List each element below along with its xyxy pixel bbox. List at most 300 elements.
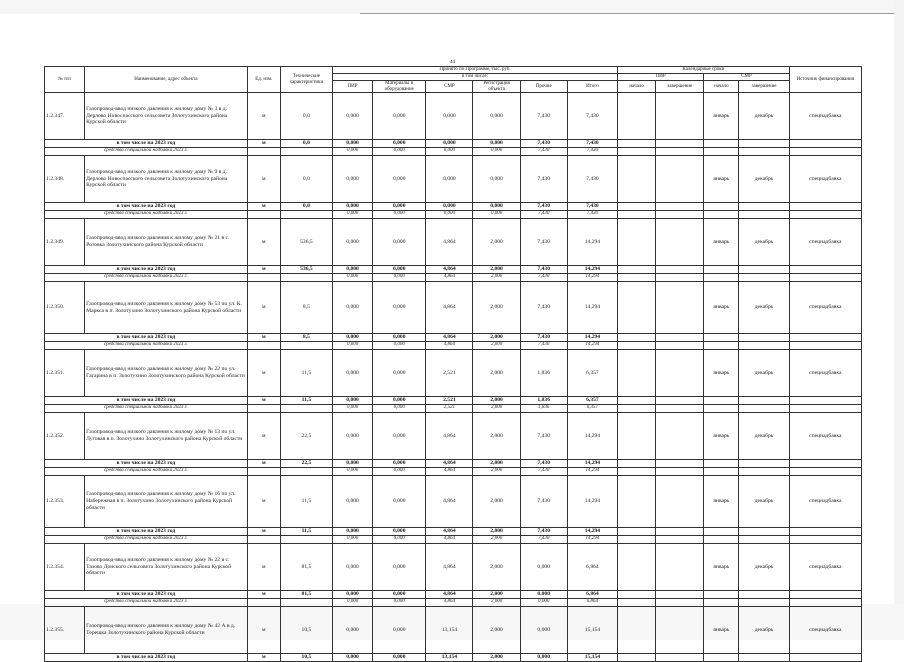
year-total-pir: 0,000 [333, 203, 373, 211]
year-total-pir: 0,000 [333, 266, 373, 274]
amount-smr: 4,864 [426, 476, 473, 528]
year-total-smr: 4,864 [426, 460, 473, 468]
empty-cell [739, 334, 789, 342]
year-total-reg: 0,000 [473, 140, 520, 148]
year-total-tech: 8,5 [280, 334, 332, 342]
cal-smr-start: январь [704, 476, 739, 528]
empty-cell [280, 405, 332, 413]
empty-cell [789, 528, 861, 536]
funds-row [45, 342, 862, 350]
object-tech: 8,5 [280, 282, 332, 334]
empty-cell [656, 468, 704, 476]
empty-cell [280, 599, 332, 607]
year-total-label: в том числе на 2023 год [45, 460, 248, 468]
header-smr-end: завершение [739, 81, 789, 93]
funds-mat: 0,000 [373, 599, 426, 607]
year-total-unit: м [247, 334, 280, 342]
year-total-reg: 2,000 [473, 266, 520, 274]
empty-cell [739, 468, 789, 476]
amount-other: 7,430 [520, 476, 567, 528]
empty-cell [704, 274, 739, 282]
funding-source: спецнадбавка [789, 93, 861, 140]
year-total-tech: 11,5 [280, 528, 332, 536]
year-total-row [45, 140, 862, 148]
object-tech: 0,0 [280, 93, 332, 140]
funds-row [45, 468, 862, 476]
amount-other: 0,000 [520, 607, 567, 654]
year-total-mat: 0,000 [373, 654, 426, 662]
object-tech: 11,5 [280, 476, 332, 528]
funds-mat: 0,000 [373, 536, 426, 544]
object-unit: м [247, 219, 280, 266]
object-name: Газопровод-ввод низкого давления к жилому дому № 3 в д. Дерлово Новоспасского сельсовета Золотухинского района Курской области [85, 93, 248, 140]
empty-cell [247, 405, 280, 413]
object-unit: м [247, 93, 280, 140]
empty-cell [618, 266, 656, 274]
cal-smr-start: январь [704, 93, 739, 140]
year-total-smr: 4,864 [426, 266, 473, 274]
funds-mat: 0,000 [373, 274, 426, 282]
funds-row [45, 211, 862, 219]
year-total-total: 14,294 [567, 460, 617, 468]
amount-other: 7,430 [520, 282, 567, 334]
empty-cell [247, 342, 280, 350]
object-number: 1.2.349. [45, 219, 85, 266]
funds-pir: 0,000 [333, 148, 373, 156]
year-total-total: 7,430 [567, 140, 617, 148]
year-total-tech: 0,0 [280, 203, 332, 211]
empty-cell [739, 397, 789, 405]
empty-cell [618, 274, 656, 282]
empty-cell [656, 536, 704, 544]
empty-cell [656, 266, 704, 274]
amount-smr: 4,864 [426, 413, 473, 460]
amount-smr: 0,000 [426, 93, 473, 140]
amount-pir: 0,000 [333, 350, 373, 397]
cal-pir-end [656, 282, 704, 334]
year-total-total: 6,864 [567, 591, 617, 599]
year-total-pir: 0,000 [333, 334, 373, 342]
header-pir-end: завершение [656, 81, 704, 93]
year-total-reg: 2,000 [473, 460, 520, 468]
funding-source: спецнадбавка [789, 476, 861, 528]
cal-pir-start [618, 413, 656, 460]
cal-smr-end: декабрь [739, 544, 789, 591]
funds-other: 7,430 [520, 148, 567, 156]
empty-cell [789, 468, 861, 476]
amount-mat: 0,000 [373, 413, 426, 460]
empty-cell [618, 203, 656, 211]
header-tech: Технические характеристики [280, 67, 332, 93]
cal-smr-start: январь [704, 607, 739, 654]
header-source: Источник финансирования [789, 67, 861, 93]
cal-pir-start [618, 156, 656, 203]
year-total-mat: 0,000 [373, 591, 426, 599]
year-total-row [45, 460, 862, 468]
year-total-smr: 4,864 [426, 334, 473, 342]
cal-pir-end [656, 544, 704, 591]
cal-pir-end [656, 219, 704, 266]
object-unit: м [247, 476, 280, 528]
year-total-label: в том числе на 2023 год [45, 528, 248, 536]
empty-cell [704, 203, 739, 211]
empty-cell [789, 334, 861, 342]
funding-source: спецнадбавка [789, 413, 861, 460]
object-unit: м [247, 156, 280, 203]
cal-smr-start: январь [704, 413, 739, 460]
empty-cell [618, 342, 656, 350]
empty-cell [739, 528, 789, 536]
empty-cell [739, 599, 789, 607]
empty-cell [739, 405, 789, 413]
year-total-mat: 0,000 [373, 266, 426, 274]
funds-label: средства специальной надбавки 2023 г. [45, 211, 248, 219]
funds-reg: 2,000 [473, 405, 520, 413]
header-num: № п/п [45, 67, 85, 93]
amount-reg: 2,000 [473, 282, 520, 334]
funds-row [45, 274, 862, 282]
page-number: 44 [450, 60, 455, 65]
funds-total: 7,430 [567, 211, 617, 219]
empty-cell [704, 334, 739, 342]
year-total-tech: 11,5 [280, 397, 332, 405]
object-tech: 22,5 [280, 413, 332, 460]
empty-cell [704, 599, 739, 607]
year-total-row [45, 397, 862, 405]
funds-pir: 0,000 [333, 599, 373, 607]
amount-reg: 0,000 [473, 156, 520, 203]
year-total-total: 15,154 [567, 654, 617, 662]
amount-pir: 0,000 [333, 544, 373, 591]
amount-pir: 0,000 [333, 476, 373, 528]
cal-pir-end [656, 350, 704, 397]
cal-smr-end: декабрь [739, 282, 789, 334]
year-total-unit: м [247, 203, 280, 211]
object-name: Газопровод-ввод низкого давления к жилому дому № 9 в д. Дерлово Новоспасского сельсовета Золотухинского района Курской области [85, 156, 248, 203]
object-unit: м [247, 282, 280, 334]
year-total-label: в том числе на 2023 год [45, 654, 248, 662]
year-total-row [45, 654, 862, 662]
funds-pir: 0,000 [333, 468, 373, 476]
object-tech: 536,5 [280, 219, 332, 266]
table-row [45, 93, 862, 140]
empty-cell [656, 148, 704, 156]
empty-cell [789, 274, 861, 282]
funding-source: спецнадбавка [789, 219, 861, 266]
cal-smr-end: декабрь [739, 413, 789, 460]
empty-cell [739, 342, 789, 350]
table-header [45, 67, 862, 93]
funds-total: 6,357 [567, 405, 617, 413]
header-incl: в том числе: [333, 74, 618, 81]
amount-reg: 2,000 [473, 219, 520, 266]
header-unit: Ед. изм. [247, 67, 280, 93]
empty-cell [704, 148, 739, 156]
empty-cell [789, 536, 861, 544]
year-total-pir: 0,000 [333, 591, 373, 599]
year-total-unit: м [247, 460, 280, 468]
empty-cell [789, 654, 861, 662]
funds-total: 14,294 [567, 468, 617, 476]
cal-smr-end: декабрь [739, 350, 789, 397]
empty-cell [656, 528, 704, 536]
funds-reg: 2,000 [473, 274, 520, 282]
year-total-label: в том числе на 2023 год [45, 140, 248, 148]
empty-cell [704, 211, 739, 219]
empty-cell [739, 203, 789, 211]
year-total-other: 7,430 [520, 140, 567, 148]
object-tech: 10,5 [280, 607, 332, 654]
year-total-unit: м [247, 266, 280, 274]
object-tech: 81,5 [280, 544, 332, 591]
funds-label: средства специальной надбавки 2023 г. [45, 468, 248, 476]
header-smr: СМР [426, 81, 473, 93]
amount-mat: 0,000 [373, 156, 426, 203]
cal-smr-start: январь [704, 350, 739, 397]
funds-label: средства специальной надбавки 2023 г. [45, 536, 248, 544]
amount-pir: 0,000 [333, 607, 373, 654]
year-total-tech: 10,5 [280, 654, 332, 662]
funding-source: спецнадбавка [789, 350, 861, 397]
amount-pir: 0,000 [333, 156, 373, 203]
year-total-row [45, 266, 862, 274]
empty-cell [656, 274, 704, 282]
empty-cell [656, 591, 704, 599]
object-number: 1.2.351. [45, 350, 85, 397]
empty-cell [704, 140, 739, 148]
empty-cell [704, 460, 739, 468]
empty-cell [618, 397, 656, 405]
empty-cell [704, 591, 739, 599]
cal-pir-start [618, 607, 656, 654]
amount-smr: 0,000 [426, 156, 473, 203]
cal-smr-end: декабрь [739, 156, 789, 203]
amount-smr: 4,864 [426, 219, 473, 266]
funds-smr: 4,864 [426, 599, 473, 607]
funds-smr: 4,864 [426, 536, 473, 544]
cal-smr-start: январь [704, 282, 739, 334]
empty-cell [280, 536, 332, 544]
funds-mat: 0,000 [373, 468, 426, 476]
funds-smr: 0,000 [426, 211, 473, 219]
funding-source: спецнадбавка [789, 282, 861, 334]
year-total-total: 7,430 [567, 203, 617, 211]
amount-smr: 2,521 [426, 350, 473, 397]
empty-cell [618, 528, 656, 536]
cal-pir-end [656, 413, 704, 460]
empty-cell [789, 599, 861, 607]
amount-total: 7,430 [567, 93, 617, 140]
year-total-label: в том числе на 2023 год [45, 591, 248, 599]
empty-cell [656, 397, 704, 405]
empty-cell [656, 140, 704, 148]
year-total-reg: 0,000 [473, 203, 520, 211]
table-row [45, 350, 862, 397]
empty-cell [789, 148, 861, 156]
cal-smr-start: январь [704, 156, 739, 203]
header-pir: ПИР [333, 81, 373, 93]
funds-label: средства специальной надбавки 2023 г. [45, 274, 248, 282]
year-total-label: в том числе на 2023 год [45, 266, 248, 274]
empty-cell [280, 468, 332, 476]
empty-cell [704, 536, 739, 544]
cal-smr-end: декабрь [739, 219, 789, 266]
table-row [45, 413, 862, 460]
object-number: 1.2.347. [45, 93, 85, 140]
object-number: 1.2.355. [45, 607, 85, 654]
amount-total: 14,294 [567, 476, 617, 528]
empty-cell [739, 266, 789, 274]
funds-other: 7,430 [520, 468, 567, 476]
table-row [45, 607, 862, 654]
amount-pir: 0,000 [333, 219, 373, 266]
amount-reg: 2,000 [473, 350, 520, 397]
year-total-label: в том числе на 2023 год [45, 334, 248, 342]
empty-cell [739, 211, 789, 219]
amount-pir: 0,000 [333, 93, 373, 140]
year-total-other: 7,430 [520, 203, 567, 211]
funds-other: 0,000 [520, 599, 567, 607]
amount-pir: 0,000 [333, 413, 373, 460]
amount-mat: 0,000 [373, 476, 426, 528]
cal-pir-start [618, 219, 656, 266]
year-total-smr: 13,154 [426, 654, 473, 662]
header-name: Наименование, адрес объекта [85, 67, 248, 93]
funds-label: средства специальной надбавки 2023 г. [45, 342, 248, 350]
funds-reg: 2,000 [473, 468, 520, 476]
amount-other: 1,836 [520, 350, 567, 397]
empty-cell [618, 599, 656, 607]
year-total-pir: 0,000 [333, 397, 373, 405]
year-total-mat: 0,000 [373, 460, 426, 468]
cal-pir-end [656, 93, 704, 140]
empty-cell [247, 274, 280, 282]
year-total-unit: м [247, 528, 280, 536]
empty-cell [739, 654, 789, 662]
empty-cell [789, 591, 861, 599]
year-total-pir: 0,000 [333, 654, 373, 662]
funds-mat: 0,000 [373, 405, 426, 413]
empty-cell [618, 654, 656, 662]
empty-cell [704, 654, 739, 662]
object-name: Газопровод-ввод низкого давления к жилому дому № 22 по ул. Гагарина в п. Золотухино Золотухинского района Курской области [85, 350, 248, 397]
year-total-tech: 81,5 [280, 591, 332, 599]
funds-mat: 0,000 [373, 342, 426, 350]
funding-source: спецнадбавка [789, 607, 861, 654]
empty-cell [618, 468, 656, 476]
funds-total: 7,430 [567, 148, 617, 156]
object-number: 1.2.353. [45, 476, 85, 528]
funds-mat: 0,000 [373, 211, 426, 219]
year-total-smr: 4,864 [426, 528, 473, 536]
empty-cell [789, 342, 861, 350]
cal-pir-end [656, 156, 704, 203]
scan-right-edge [894, 0, 904, 640]
empty-cell [789, 397, 861, 405]
funds-pir: 0,000 [333, 405, 373, 413]
object-tech: 0,0 [280, 156, 332, 203]
empty-cell [656, 342, 704, 350]
object-number: 1.2.348. [45, 156, 85, 203]
object-name: Газопровод-ввод низкого давления к жилому дому № 21 в с. Ротовка Золотухинского района Курской области [85, 219, 248, 266]
amount-reg: 2,000 [473, 544, 520, 591]
cal-pir-start [618, 544, 656, 591]
empty-cell [739, 591, 789, 599]
empty-cell [704, 405, 739, 413]
cal-pir-start [618, 476, 656, 528]
table-row [45, 282, 862, 334]
empty-cell [656, 654, 704, 662]
funds-smr: 4,864 [426, 274, 473, 282]
table-row [45, 219, 862, 266]
empty-cell [789, 203, 861, 211]
header-cal-smr: СМР [704, 74, 789, 81]
funding-source: спецнадбавка [789, 156, 861, 203]
amount-total: 14,294 [567, 413, 617, 460]
table-body [45, 93, 862, 662]
year-total-reg: 2,000 [473, 334, 520, 342]
funds-label: средства специальной надбавки 2023 г. [45, 405, 248, 413]
funds-smr: 4,864 [426, 468, 473, 476]
empty-cell [247, 211, 280, 219]
amount-reg: 2,000 [473, 413, 520, 460]
funds-pir: 0,000 [333, 274, 373, 282]
empty-cell [247, 536, 280, 544]
cal-pir-start [618, 350, 656, 397]
amount-mat: 0,000 [373, 282, 426, 334]
year-total-other: 7,430 [520, 460, 567, 468]
year-total-total: 14,294 [567, 266, 617, 274]
funds-reg: 0,000 [473, 211, 520, 219]
object-name: Газопровод-ввод низкого давления к жилому дому № 42 А в д. Терешка Золотухинского района Курской области [85, 607, 248, 654]
cal-smr-start: январь [704, 219, 739, 266]
empty-cell [618, 405, 656, 413]
object-name: Газопровод-ввод низкого давления к жилому дому № 13 по ул. Луговая в п. Золотухино Золотухинского района Курской области [85, 413, 248, 460]
funds-row [45, 599, 862, 607]
table-row [45, 476, 862, 528]
funds-reg: 2,000 [473, 536, 520, 544]
object-unit: м [247, 413, 280, 460]
amount-smr: 4,864 [426, 544, 473, 591]
header-other: Прочие [520, 81, 567, 93]
amount-total: 14,294 [567, 219, 617, 266]
scan-top-line [360, 13, 904, 14]
header-calendar: Календарные сроки [618, 67, 790, 74]
object-unit: м [247, 544, 280, 591]
cal-smr-start: январь [704, 544, 739, 591]
amount-mat: 0,000 [373, 93, 426, 140]
empty-cell [789, 405, 861, 413]
header-materials: Материалы и оборудование [373, 81, 426, 93]
empty-cell [618, 211, 656, 219]
object-name: Газопровод-ввод низкого давления к жилому дому № 53 по ул. К. Маркса в п. Золотухино Золотухинского района Курской области [85, 282, 248, 334]
year-total-smr: 0,000 [426, 140, 473, 148]
empty-cell [789, 211, 861, 219]
cal-pir-start [618, 282, 656, 334]
year-total-row [45, 334, 862, 342]
year-total-total: 14,294 [567, 334, 617, 342]
empty-cell [280, 211, 332, 219]
year-total-mat: 0,000 [373, 334, 426, 342]
year-total-reg: 2,000 [473, 591, 520, 599]
funds-other: 7,430 [520, 536, 567, 544]
year-total-other: 0,000 [520, 591, 567, 599]
cal-smr-end: декабрь [739, 93, 789, 140]
year-total-pir: 0,000 [333, 460, 373, 468]
year-total-unit: м [247, 397, 280, 405]
funds-other: 7,430 [520, 274, 567, 282]
year-total-unit: м [247, 591, 280, 599]
